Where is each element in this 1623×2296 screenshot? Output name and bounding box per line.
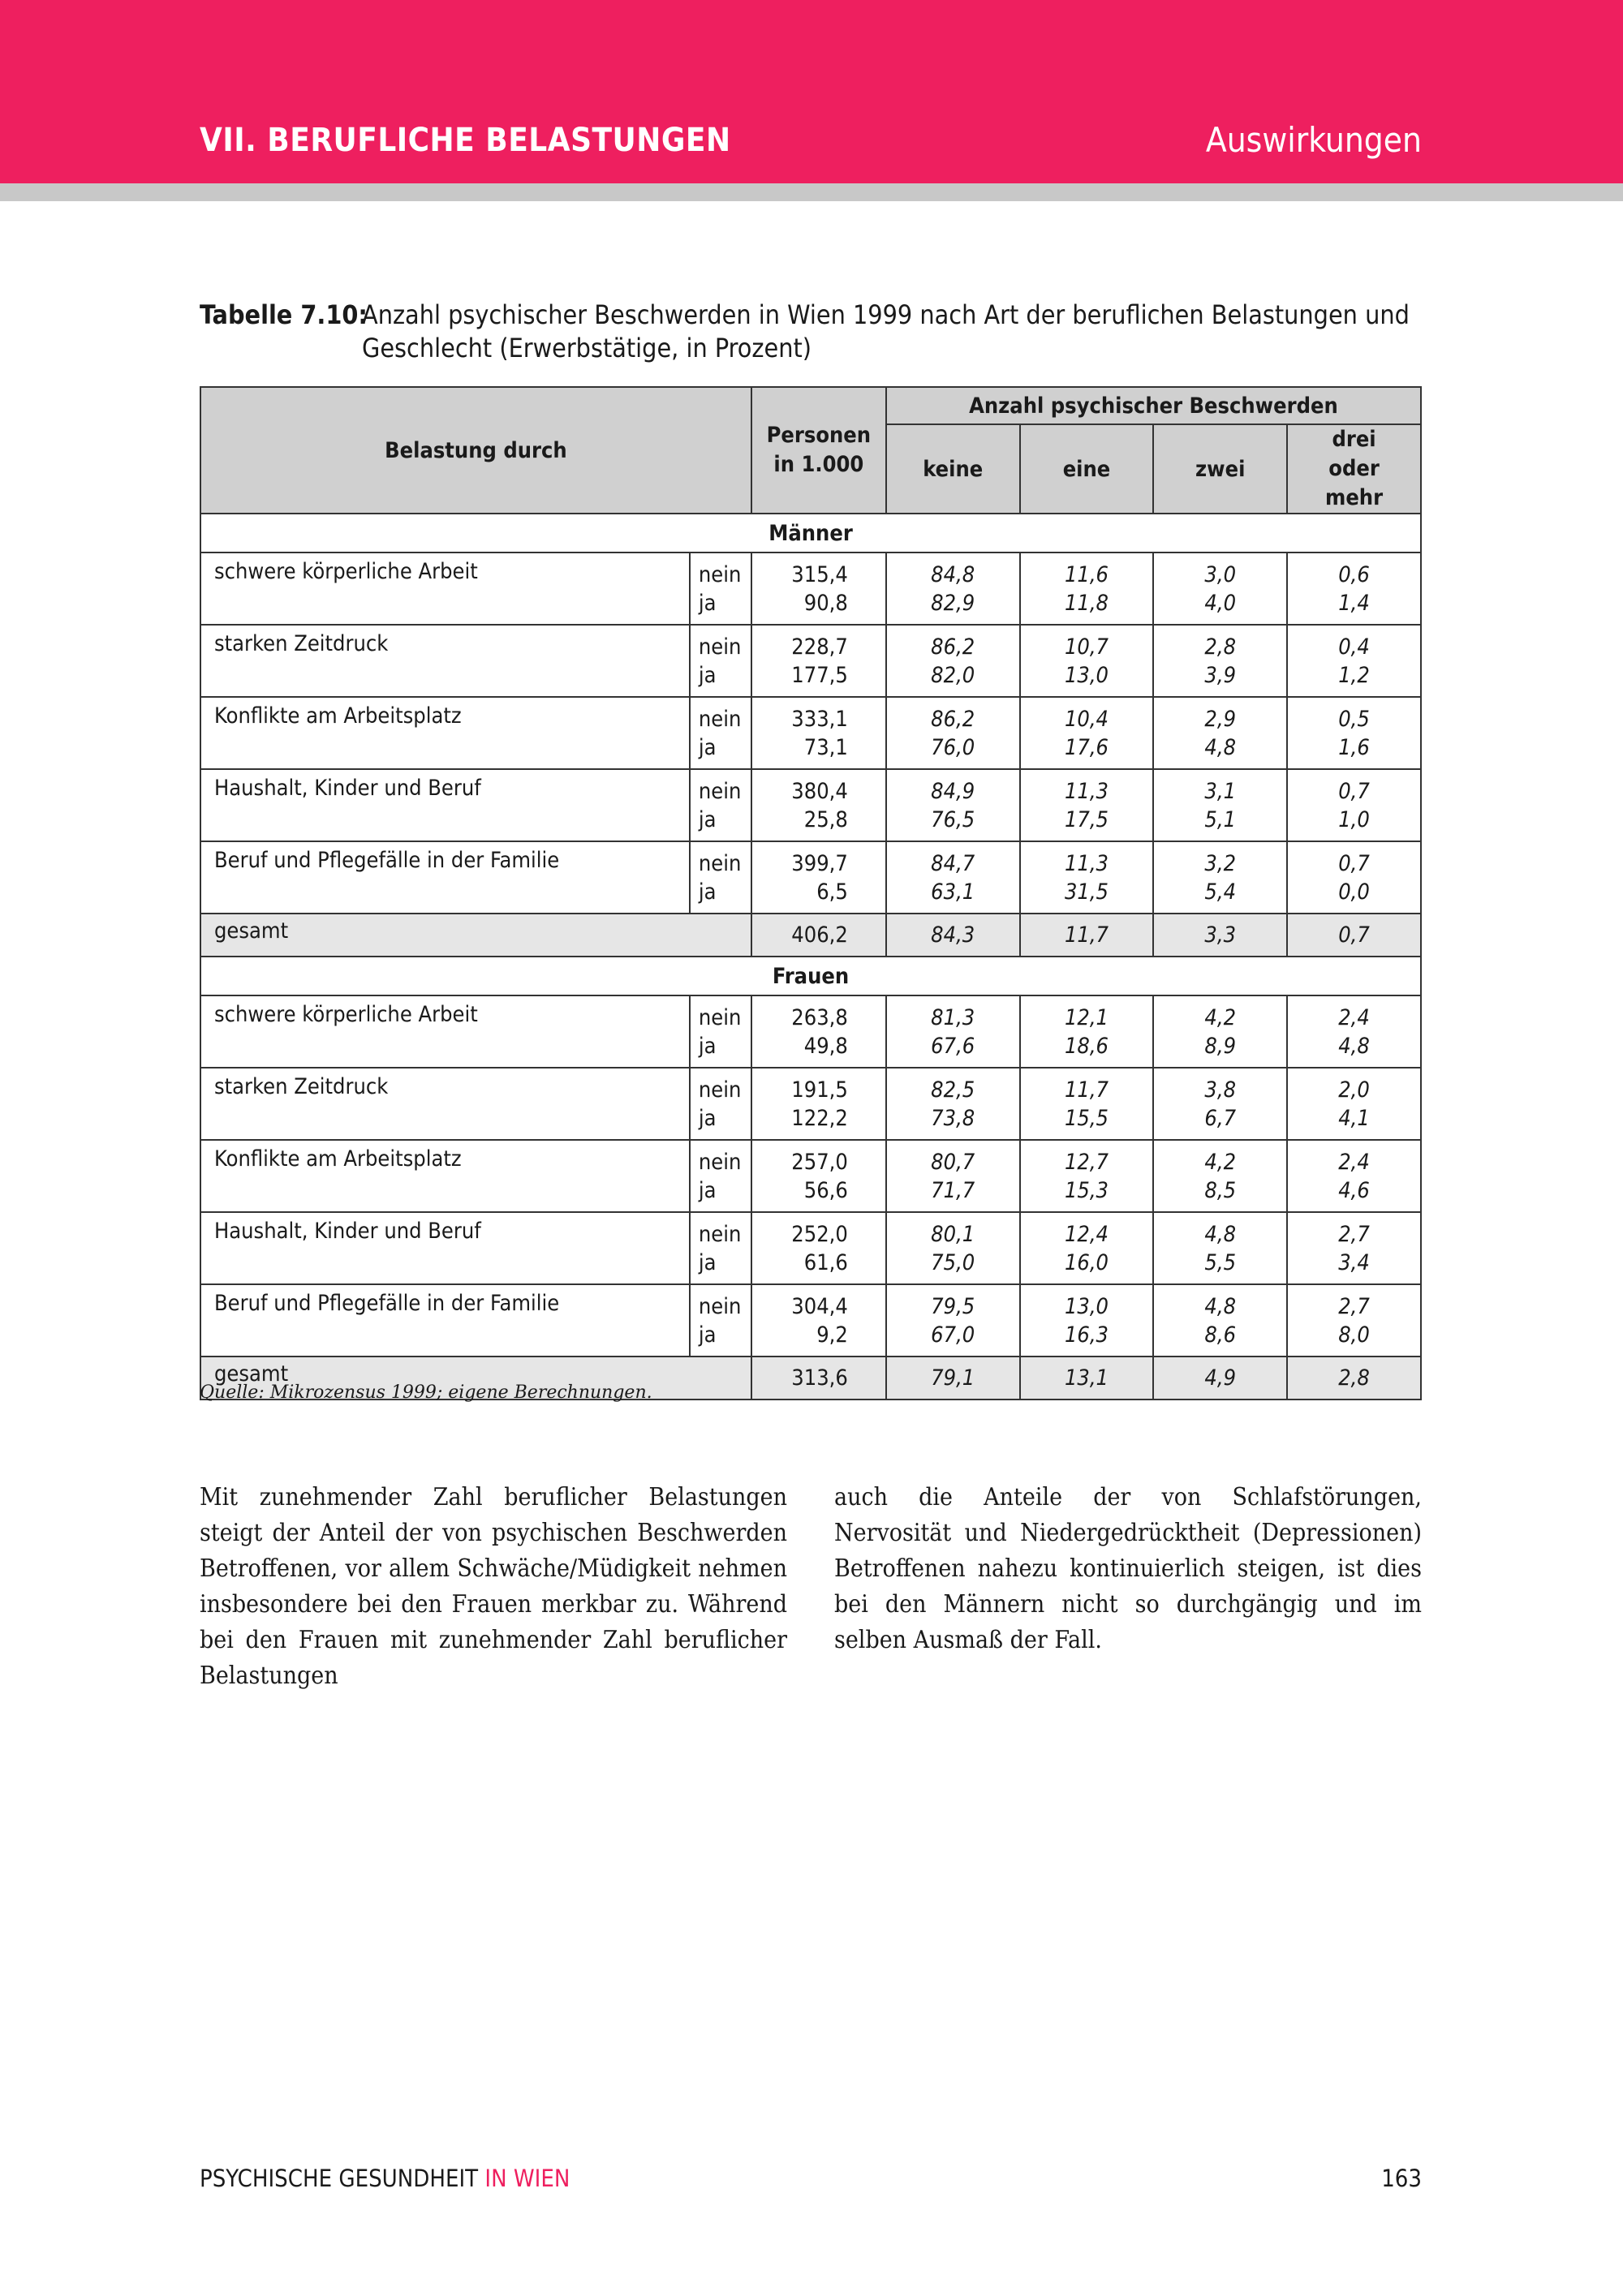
drei-ja: 4,1 [1338, 1105, 1370, 1131]
eine-nein: 11,3 [1064, 850, 1109, 876]
table-body [200, 514, 1421, 1400]
drei-ja: 1,6 [1338, 734, 1370, 760]
row-nein-ja [690, 1068, 751, 1140]
zwei-ja: 5,1 [1204, 806, 1237, 832]
row-label: Konflikte am Arbeitsplatz [200, 697, 690, 769]
keine-ja: 76,0 [931, 734, 975, 760]
row-label: Beruf und Pflegefälle in der Familie [200, 1284, 690, 1357]
chapter-title: VII. BERUFLICHE BELASTUNGEN [200, 122, 731, 159]
zwei-nein: 4,2 [1204, 1004, 1237, 1030]
row-label: Beruf und Pflegefälle in der Familie [200, 841, 690, 914]
row-drei [1287, 553, 1421, 625]
keine-nein: 84,9 [931, 778, 975, 804]
row-zwei [1153, 625, 1287, 697]
personen-nein: 263,8 [791, 1004, 848, 1030]
personen-nein: 257,0 [791, 1149, 848, 1175]
row-eine [1020, 625, 1154, 697]
table-row [200, 553, 1421, 625]
drei-ja: 1,0 [1338, 806, 1370, 832]
total-row [200, 914, 1421, 957]
drei-ja: 1,2 [1338, 662, 1370, 688]
row-keine [886, 1068, 1020, 1140]
drei-ja: 4,6 [1338, 1177, 1370, 1203]
body-text-right: auch die Anteile der von Schlafstörungen, Nervosität und Niedergedrücktheit (Depressionen) Betroffenen nahezu kontinuierlich steigen, ist dies bei den Männern nicht so durchgängig und im selben Ausmaß der Fall. [834, 1483, 1422, 1654]
row-drei [1287, 995, 1421, 1068]
row-drei [1287, 769, 1421, 841]
caption-label: Tabelle 7.10: [200, 299, 368, 330]
keine-nein: 86,2 [931, 634, 975, 660]
row-personen [751, 995, 886, 1068]
zwei-nein: 2,8 [1204, 634, 1237, 660]
zwei-ja: 4,8 [1204, 734, 1237, 760]
total-keine: 79,1 [886, 1357, 1020, 1400]
total-zwei: 3,3 [1153, 914, 1287, 957]
footer-title [200, 2165, 570, 2192]
header-anzahl: Anzahl psychischer Beschwerden [886, 387, 1421, 424]
nein-label: nein [698, 561, 742, 587]
ja-label: ja [698, 879, 717, 905]
row-nein-ja [690, 1140, 751, 1212]
total-drei: 2,8 [1287, 1357, 1421, 1400]
row-personen [751, 1068, 886, 1140]
total-drei: 0,7 [1287, 914, 1421, 957]
row-personen [751, 625, 886, 697]
eine-ja: 31,5 [1064, 879, 1109, 905]
row-nein-ja [690, 697, 751, 769]
row-drei [1287, 1284, 1421, 1357]
zwei-ja: 8,9 [1204, 1033, 1237, 1059]
header-personen-text: Personen in 1.000 [766, 423, 872, 477]
group-label: Frauen [200, 957, 1421, 995]
eine-nein: 11,6 [1064, 561, 1109, 587]
row-label: schwere körperliche Arbeit [200, 995, 690, 1068]
row-label: starken Zeitdruck [200, 1068, 690, 1140]
personen-nein: 380,4 [791, 778, 848, 804]
row-nein-ja [690, 995, 751, 1068]
row-keine [886, 1212, 1020, 1284]
total-zwei: 4,9 [1153, 1357, 1287, 1400]
row-drei [1287, 697, 1421, 769]
row-zwei [1153, 1068, 1287, 1140]
keine-ja: 82,0 [931, 662, 975, 688]
zwei-nein: 3,8 [1204, 1077, 1237, 1103]
nein-label: nein [698, 1293, 742, 1319]
drei-ja: 1,4 [1338, 590, 1370, 616]
row-eine [1020, 697, 1154, 769]
personen-ja: 90,8 [803, 590, 848, 616]
eine-nein: 12,1 [1064, 1004, 1109, 1030]
source-note: Quelle: Mikrozensus 1999; eigene Berechnungen. [200, 1382, 652, 1403]
personen-ja: 122,2 [791, 1105, 848, 1131]
data-table [200, 386, 1422, 1400]
zwei-nein: 4,8 [1204, 1293, 1237, 1319]
table-row [200, 995, 1421, 1068]
personen-nein: 315,4 [791, 561, 848, 587]
personen-nein: 191,5 [791, 1077, 848, 1103]
header-keine: keine [886, 424, 1020, 514]
row-nein-ja [690, 553, 751, 625]
ja-label: ja [698, 734, 717, 760]
eine-ja: 15,3 [1064, 1177, 1109, 1203]
row-eine [1020, 1068, 1154, 1140]
row-keine [886, 625, 1020, 697]
zwei-ja: 6,7 [1204, 1105, 1237, 1131]
zwei-nein: 2,9 [1204, 706, 1237, 732]
row-keine [886, 995, 1020, 1068]
drei-ja: 8,0 [1338, 1322, 1370, 1348]
keine-nein: 81,3 [931, 1004, 975, 1030]
nein-label: nein [698, 778, 742, 804]
keine-nein: 84,8 [931, 561, 975, 587]
drei-nein: 2,7 [1338, 1293, 1370, 1319]
zwei-nein: 4,2 [1204, 1149, 1237, 1175]
personen-ja: 49,8 [803, 1033, 848, 1059]
header-eine: eine [1020, 424, 1154, 514]
ja-label: ja [698, 1105, 717, 1131]
ja-label: ja [698, 590, 717, 616]
row-keine [886, 553, 1020, 625]
drei-ja: 4,8 [1338, 1033, 1370, 1059]
eine-ja: 16,0 [1064, 1249, 1109, 1275]
eine-nein: 11,7 [1064, 1077, 1109, 1103]
table-row [200, 1212, 1421, 1284]
drei-nein: 2,4 [1338, 1004, 1370, 1030]
eine-ja: 13,0 [1064, 662, 1109, 688]
personen-ja: 177,5 [791, 662, 848, 688]
header-zwei: zwei [1153, 424, 1287, 514]
nein-label: nein [698, 1077, 742, 1103]
row-zwei [1153, 841, 1287, 914]
row-keine [886, 841, 1020, 914]
nein-label: nein [698, 634, 742, 660]
zwei-nein: 4,8 [1204, 1221, 1237, 1247]
eine-nein: 12,4 [1064, 1221, 1109, 1247]
row-label: Haushalt, Kinder und Beruf [200, 769, 690, 841]
total-label: gesamt [200, 1357, 751, 1400]
personen-ja: 6,5 [816, 879, 848, 905]
table-caption [200, 299, 1425, 365]
drei-nein: 0,6 [1338, 561, 1370, 587]
row-eine [1020, 995, 1154, 1068]
zwei-ja: 4,0 [1204, 590, 1237, 616]
keine-ja: 75,0 [931, 1249, 975, 1275]
row-keine [886, 1284, 1020, 1357]
row-eine [1020, 1140, 1154, 1212]
group-label: Männer [200, 514, 1421, 553]
keine-ja: 63,1 [931, 879, 975, 905]
keine-nein: 80,7 [931, 1149, 975, 1175]
footer-title-main: PSYCHISCHE GESUNDHEIT [200, 2165, 479, 2192]
personen-ja: 56,6 [803, 1177, 848, 1203]
total-personen: 313,6 [751, 1357, 886, 1400]
row-drei [1287, 1140, 1421, 1212]
eine-nein: 13,0 [1064, 1293, 1109, 1319]
personen-ja: 25,8 [803, 806, 848, 832]
drei-nein: 0,7 [1338, 778, 1370, 804]
row-nein-ja [690, 1212, 751, 1284]
keine-nein: 82,5 [931, 1077, 975, 1103]
total-keine: 84,3 [886, 914, 1020, 957]
personen-nein: 399,7 [791, 850, 848, 876]
row-drei [1287, 1212, 1421, 1284]
row-label: starken Zeitdruck [200, 625, 690, 697]
header-rule [0, 183, 1623, 201]
drei-nein: 0,7 [1338, 850, 1370, 876]
row-label: Haushalt, Kinder und Beruf [200, 1212, 690, 1284]
row-personen [751, 1212, 886, 1284]
drei-nein: 0,4 [1338, 634, 1370, 660]
drei-ja: 3,4 [1338, 1249, 1370, 1275]
row-eine [1020, 841, 1154, 914]
total-personen: 406,2 [751, 914, 886, 957]
row-eine [1020, 769, 1154, 841]
drei-nein: 2,4 [1338, 1149, 1370, 1175]
eine-ja: 11,8 [1064, 590, 1109, 616]
ja-label: ja [698, 1033, 717, 1059]
header-drei [1287, 424, 1421, 514]
total-label: gesamt [200, 914, 751, 957]
row-keine [886, 1140, 1020, 1212]
keine-ja: 82,9 [931, 590, 975, 616]
nein-label: nein [698, 1221, 742, 1247]
row-zwei [1153, 1284, 1287, 1357]
row-drei [1287, 1068, 1421, 1140]
footer-title-accent: IN WIEN [484, 2165, 570, 2192]
total-eine: 13,1 [1020, 1357, 1154, 1400]
row-keine [886, 769, 1020, 841]
eine-nein: 11,3 [1064, 778, 1109, 804]
row-zwei [1153, 553, 1287, 625]
zwei-nein: 3,0 [1204, 561, 1237, 587]
header-belastung: Belastung durch [200, 387, 751, 514]
row-personen [751, 841, 886, 914]
zwei-ja: 5,4 [1204, 879, 1237, 905]
row-personen [751, 697, 886, 769]
ja-label: ja [698, 1322, 717, 1348]
table-row [200, 697, 1421, 769]
personen-nein: 304,4 [791, 1293, 848, 1319]
table-row [200, 625, 1421, 697]
row-zwei [1153, 697, 1287, 769]
body-text-left: Mit zunehmender Zahl beruflicher Belastungen steigt der Anteil der von psychischen Beschwerden Betroffenen, vor allem Schwäche/Müdigkeit nehmen insbesondere bei den Frauen merkbar zu. Während bei den Frauen mit zunehmender Zahl beruflicher Belastungen [200, 1483, 787, 1690]
nein-label: nein [698, 706, 742, 732]
table-row [200, 1068, 1421, 1140]
ja-label: ja [698, 1249, 717, 1275]
zwei-ja: 8,5 [1204, 1177, 1237, 1203]
row-eine [1020, 1284, 1154, 1357]
keine-ja: 71,7 [931, 1177, 975, 1203]
table-row [200, 1140, 1421, 1212]
header-personen [751, 387, 886, 514]
row-zwei [1153, 1140, 1287, 1212]
section-label: Auswirkungen [1205, 120, 1422, 160]
row-label: Konflikte am Arbeitsplatz [200, 1140, 690, 1212]
drei-nein: 2,7 [1338, 1221, 1370, 1247]
row-personen [751, 1284, 886, 1357]
ja-label: ja [698, 806, 717, 832]
row-zwei [1153, 1212, 1287, 1284]
eine-nein: 10,4 [1064, 706, 1109, 732]
header-drei-text: drei oder mehr [1325, 427, 1384, 510]
row-drei [1287, 841, 1421, 914]
nein-label: nein [698, 850, 742, 876]
zwei-nein: 3,2 [1204, 850, 1237, 876]
ja-label: ja [698, 662, 717, 688]
row-nein-ja [690, 625, 751, 697]
eine-ja: 18,6 [1064, 1033, 1109, 1059]
table-row [200, 769, 1421, 841]
keine-ja: 67,0 [931, 1322, 975, 1348]
keine-nein: 79,5 [931, 1293, 975, 1319]
row-zwei [1153, 769, 1287, 841]
caption-text: Anzahl psychischer Beschwerden in Wien 1999 nach Art der beruflichen Belastungen und Geschlecht (Erwerbstätige, in Prozent) [362, 299, 1410, 363]
keine-ja: 67,6 [931, 1033, 975, 1059]
keine-nein: 84,7 [931, 850, 975, 876]
drei-nein: 2,0 [1338, 1077, 1370, 1103]
eine-ja: 16,3 [1064, 1322, 1109, 1348]
page-number: 163 [1381, 2165, 1422, 2192]
group-row [200, 514, 1421, 553]
nein-label: nein [698, 1004, 742, 1030]
drei-ja: 0,0 [1338, 879, 1370, 905]
row-nein-ja [690, 841, 751, 914]
eine-nein: 10,7 [1064, 634, 1109, 660]
eine-ja: 17,6 [1064, 734, 1109, 760]
ja-label: ja [698, 1177, 717, 1203]
row-nein-ja [690, 769, 751, 841]
total-eine: 11,7 [1020, 914, 1154, 957]
zwei-ja: 8,6 [1204, 1322, 1237, 1348]
personen-nein: 228,7 [791, 634, 848, 660]
row-nein-ja [690, 1284, 751, 1357]
group-row [200, 957, 1421, 995]
drei-nein: 0,5 [1338, 706, 1370, 732]
keine-ja: 73,8 [931, 1105, 975, 1131]
zwei-ja: 5,5 [1204, 1249, 1237, 1275]
row-personen [751, 1140, 886, 1212]
row-label: schwere körperliche Arbeit [200, 553, 690, 625]
row-eine [1020, 1212, 1154, 1284]
zwei-nein: 3,1 [1204, 778, 1237, 804]
keine-nein: 86,2 [931, 706, 975, 732]
row-personen [751, 769, 886, 841]
zwei-ja: 3,9 [1204, 662, 1237, 688]
personen-nein: 333,1 [791, 706, 848, 732]
row-personen [751, 553, 886, 625]
personen-ja: 9,2 [816, 1322, 848, 1348]
row-eine [1020, 553, 1154, 625]
personen-ja: 73,1 [803, 734, 848, 760]
eine-ja: 17,5 [1064, 806, 1109, 832]
personen-nein: 252,0 [791, 1221, 848, 1247]
row-drei [1287, 625, 1421, 697]
personen-ja: 61,6 [803, 1249, 848, 1275]
eine-nein: 12,7 [1064, 1149, 1109, 1175]
nein-label: nein [698, 1149, 742, 1175]
row-zwei [1153, 995, 1287, 1068]
table-row [200, 1284, 1421, 1357]
keine-nein: 80,1 [931, 1221, 975, 1247]
table-row [200, 841, 1421, 914]
eine-ja: 15,5 [1064, 1105, 1109, 1131]
row-keine [886, 697, 1020, 769]
keine-ja: 76,5 [931, 806, 975, 832]
